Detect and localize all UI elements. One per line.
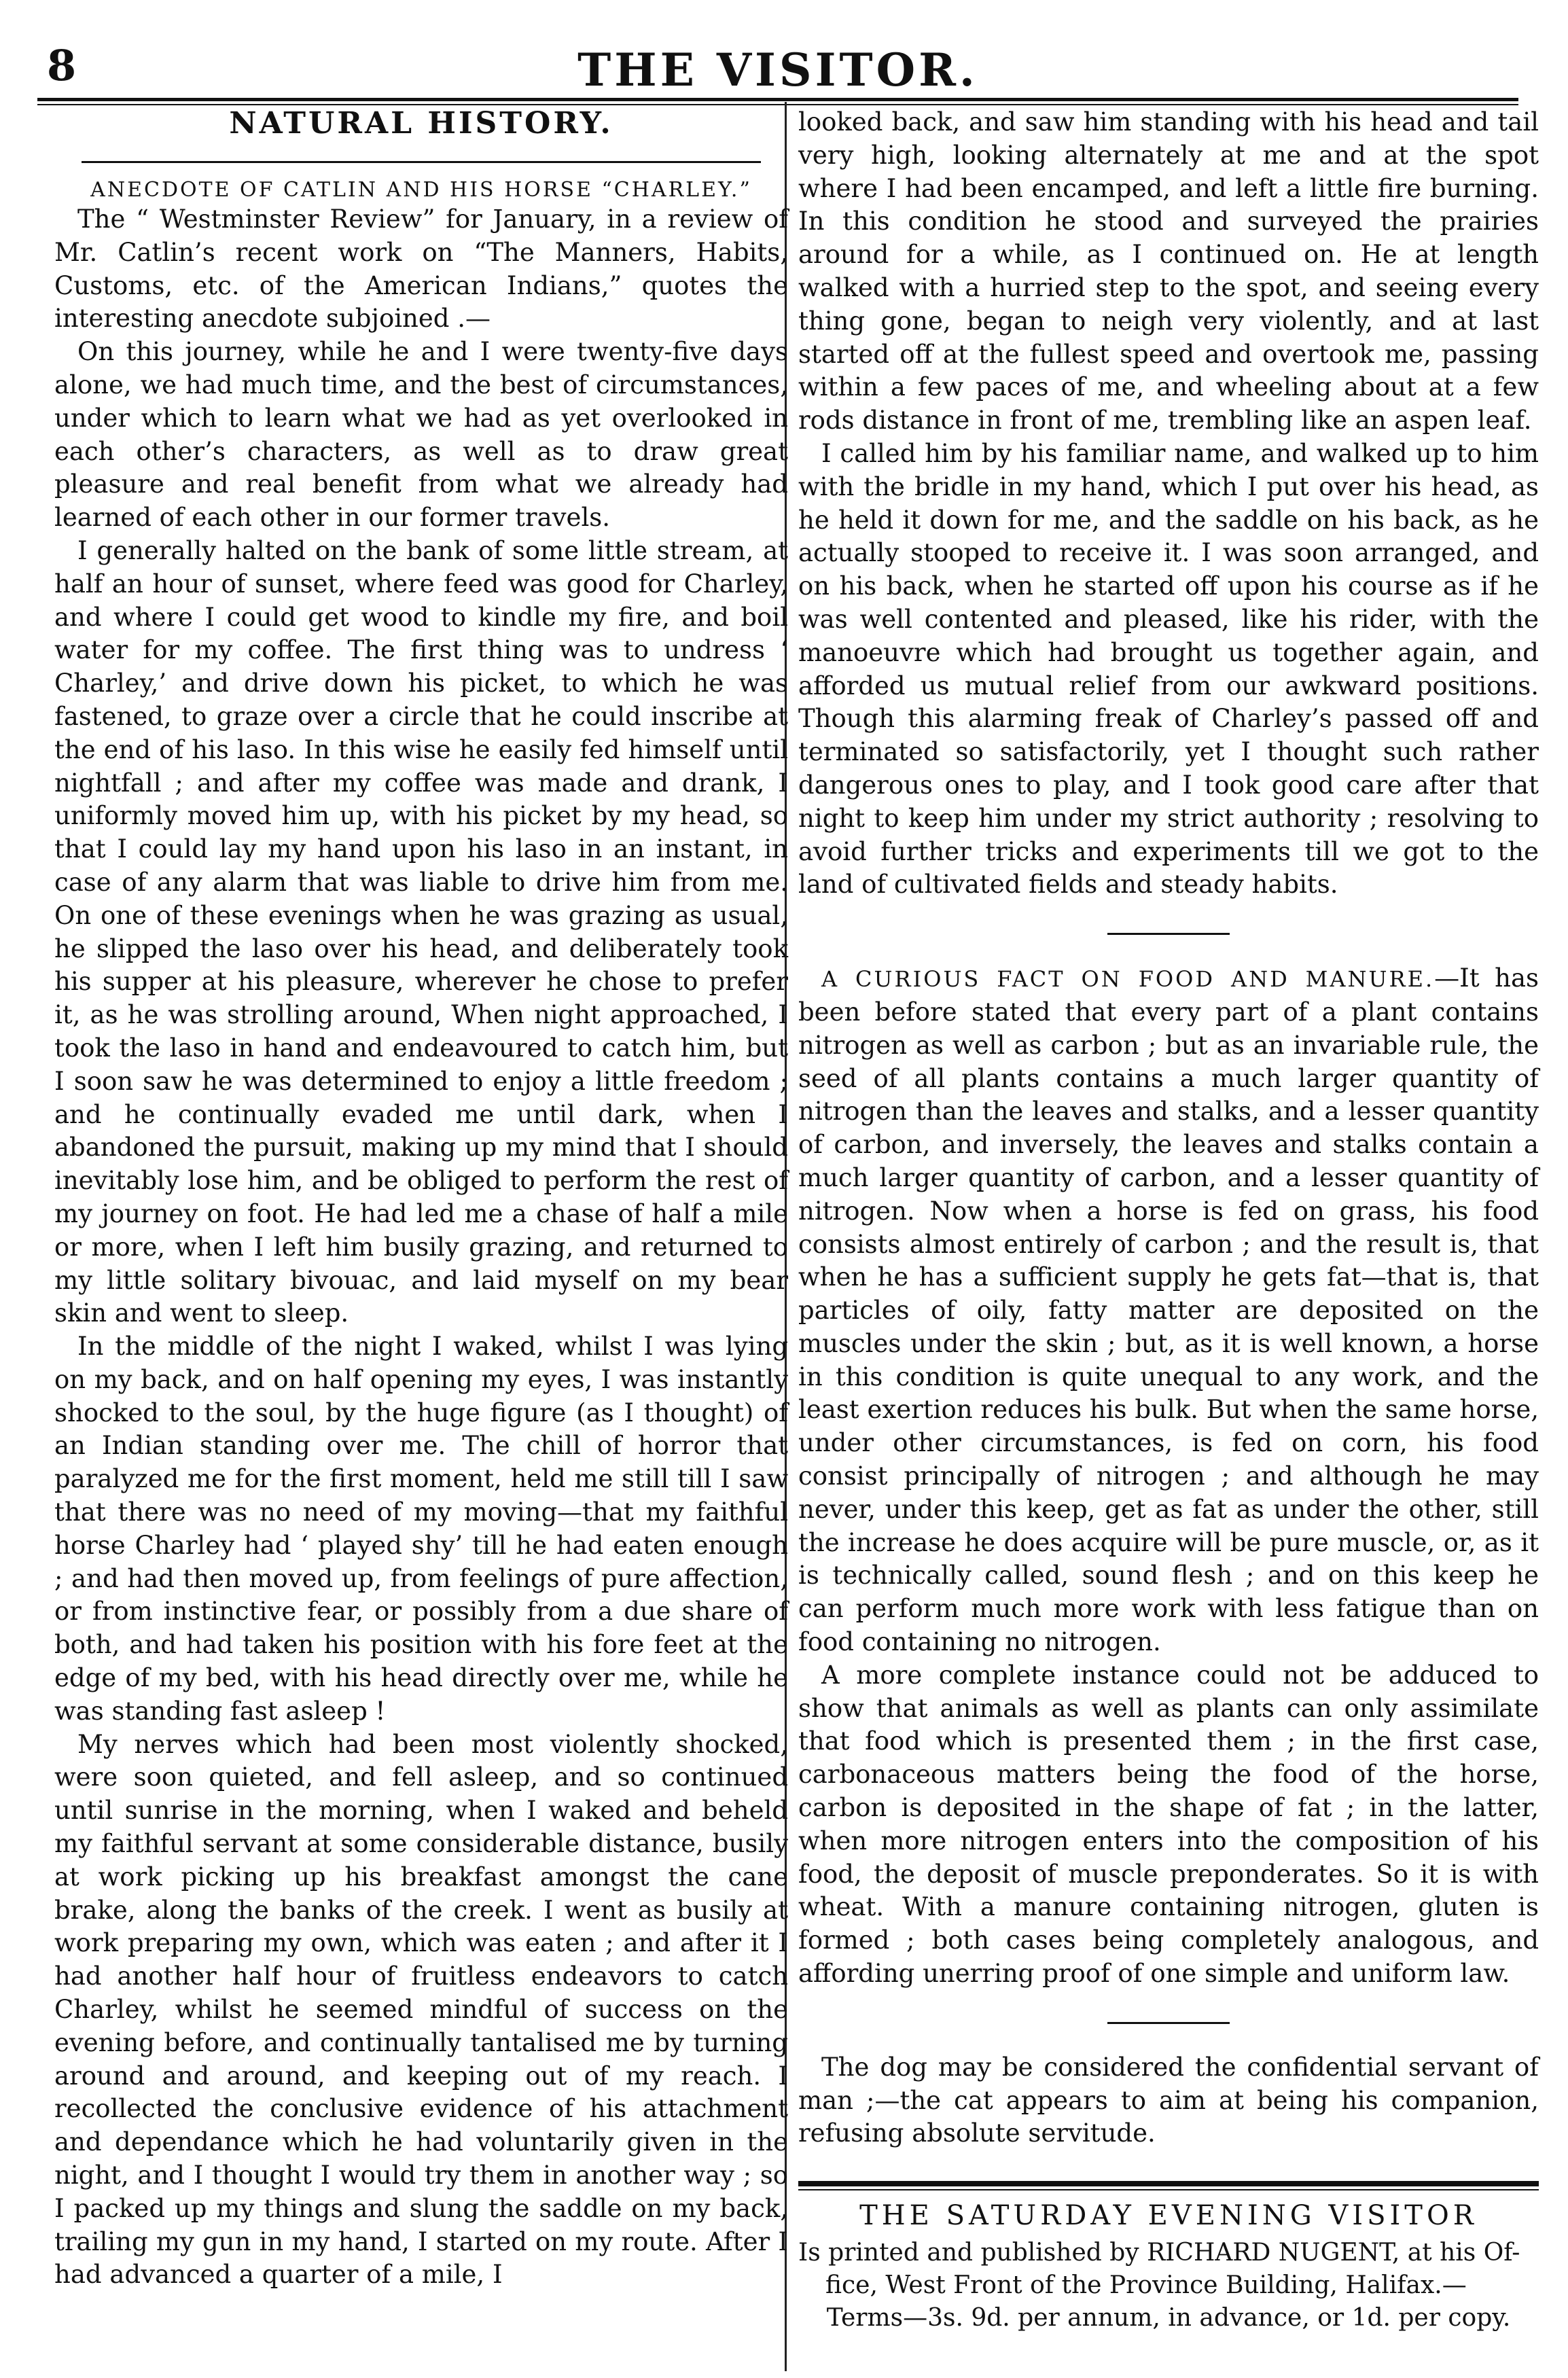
footer-line: fice, West Front of the Province Building, Halifax.— (825, 2271, 1467, 2299)
food-manure-lead: A CURIOUS FACT ON FOOD AND MANURE. (821, 966, 1435, 993)
food-manure-text: —It has been before stated that every part of a plant contains nitrogen as well as carbon ; but as an invariable rule, the seed of all plants contains a much larger quantity of nitrogen than the leaves and stalks, and a lesser quantity of carbon, and inversely, the leaves and stalks contain a much larger quantity of carbon, and a lesser quantity of nitrogen. Now when a horse is fed on grass, his food consists almost entirely of carbon ; and the result is, that when he has a sufficient supply he gets fat—that is, that particles of oily, fatty matter are deposited on the muscles under the skin ; but, as it is well known, a horse in this condition is quite unequal to any work, and the least exertion reduces his bulk. But when the same horse, under other circumstances, is fed on corn, his food consist principally of nitrogen ; and although he may never, under this keep, get as fat as under the other, still the increase he does acquire will be pure muscle, or, as it is technically called, sound flesh ; and on this keep he can perform much more work with less fatigue than on food containing no nitrogen. (798, 963, 1539, 1657)
article-continuation: looked back, and saw him standing with his head and tail very high, looking alternately at me and at the spot where I had been encamped, and left a little fire burning. In this condition he stood and surveyed the prairies around for a while, as I continued on. He at length walked with a hurried step to the spot, and seeing every thing gone, began to neigh very violently, and at last started off at the fullest speed and overtook me, passing within a few paces of me, and wheeling about at a few rods distance in front of me, trembling like an aspen leaf. (798, 107, 1539, 436)
section-rule (82, 161, 761, 163)
footer-line: Terms—3s. 9d. per annum, in advance, or 1d. per copy. (826, 2304, 1511, 2332)
article-paragraph: I called him by his familiar name, and walked up to him with the bridle in my hand, which I put over his head, as he held it down for me, and the saddle on his back, as he actually stooped to receive it. I was soon arranged, and on his back, when he started off upon his course as if he was well contented and pleased, like his rider, with the manoeuvre which had brought us together again, and afforded us mutual relief from our awkward positions. Though this alarming freak of Charley’s passed off and terminated so satisfactorily, yet I thought such rather dangerous ones to play, and I took good care after that night to keep him under my strict authority ; resolving to avoid further tricks and experiments till we got to the land of cultivated fields and steady habits. (798, 438, 1539, 900)
article-paragraph: I generally halted on the bank of some little stream, at half an hour of sunset, where feed was good for Charley, and where I could get wood to kindle my fire, and boil water for my coffee. The first thing was to undress ‘ Charley,’ and drive down his picket, to which he was fastened, to graze over a circle that he could inscribe at the end of his laso. In this wise he easily fed himself until nightfall ; and after my coffee was made and drank, I uniformly moved him up, with his picket by my head, so that I could lay my hand upon his laso in an instant, in case of any alarm that was liable to drive him from me. On one of these evenings when he was grazing as usual, he slipped the laso over his head, and deliberately took his supper at his pleasure, wherever he chose to prefer it, as he was strolling around, When night approached, I took the laso in hand and endeavoured to catch him, but I soon saw he was determined to enjoy a little freedom ; and he continually evaded me until dark, when I abandoned the pursuit, making up my mind that I should inevitably lose him, and be obliged to perform the rest of my journey on foot. He had led me a chase of half a mile or more, when I left him busily grazing, and returned to my little solitary bivouac, and laid myself on my bear skin and went to sleep. (54, 535, 788, 1328)
newspaper-title: THE VISITOR. (577, 43, 978, 96)
imprint-footer (798, 2181, 1539, 2335)
article-paragraph: The “ Westminster Review” for January, in a review of Mr. Catlin’s recent work on “The Manners, Habits, Customs, etc. of the American Indians,” quotes the interesting anecdote subjoined .— (54, 205, 788, 334)
section-heading: NATURAL HISTORY. (229, 106, 613, 141)
article-paragraph: My nerves which had been most violently shocked, were soon quieted, and fell asleep, and so continued until sunrise in the morning, when I waked and beheld my faithful servant at some considerable distance, busily at work picking up his breakfast amongst the cane brake, along the banks of the creek. I went as busily at work preparing my own, which was eaten ; and after it I had another half hour of fruitless endeavors to catch Charley, whilst he seemed mindful of success on the evening before, and continually tantalised me by turning around and around, and keeping out of my reach. I recollected the conclusive evidence of his attachment and dependance which he had voluntarily given in the night, and I thought I would try them in another way ; so I packed up my things and slung the saddle on my back, trailing my gun in my hand, I started on my route. After I had advanced a quarter of a mile, I (54, 1729, 788, 2290)
article-separator (1107, 933, 1230, 935)
dog-paragraph: The dog may be considered the confidential servant of man ;—the cat appears to aim at being his companion, refusing absolute servitude. (798, 2052, 1539, 2148)
left-column (54, 106, 788, 2292)
footer-rule-thin (798, 2189, 1539, 2190)
food-manure-paragraph (798, 962, 1539, 1659)
footer-rule (798, 2181, 1539, 2186)
right-column (798, 106, 1539, 2150)
page-number: 8 (47, 41, 77, 90)
masthead-rule (37, 98, 1518, 101)
article-paragraph: In the middle of the night I waked, whilst I was lying on my back, and on half opening my eyes, I was instantly shocked to the soul, by the huge figure (as I thought) of an Indian standing over me. The chill of horror that paralyzed me for the first moment, held me still till I saw that there was no need of my moving—that my faithful horse Charley had ‘ played shy’ till he had eaten enough ; and had then moved up, from feelings of pure affection, or from instinctive fear, or possibly from a due share of both, and had taken his position with his fore feet at the edge of my bed, with his head directly over me, while he was standing fast asleep ! (54, 1332, 788, 1726)
masthead-rule-thin (37, 104, 1518, 105)
article-separator (1107, 2022, 1230, 2024)
food-manure-paragraph-2: A more complete instance could not be adduced to show that animals as well as plants can only assimilate that food which is presented them ; in the first case, carbonaceous matters being the food of the horse, carbon is deposited in the shape of fat ; in the latter, when more nitrogen enters into the composition of his food, the deposit of muscle preponderates. So it is with wheat. With a manure containing nitrogen, gluten is formed ; both cases being completely analogous, and affording unerring proof of one simple and uniform law. (798, 1660, 1539, 1989)
article-subheading: ANECDOTE OF CATLIN AND HIS HORSE “CHARLEY.” (90, 178, 752, 202)
article-paragraph: On this journey, while he and I were twenty-five days alone, we had much time, and the best of circumstances, under which to learn what we had as yet overlooked in each other’s characters, as well as to draw great pleasure and real benefit from what we already had learned of each other in our former travels. (54, 337, 788, 533)
masthead (37, 41, 1518, 95)
footer-line: Is printed and published by RICHARD NUGENT, at his Of- (798, 2239, 1520, 2267)
footer-title: THE SATURDAY EVENING VISITOR (859, 2200, 1478, 2231)
